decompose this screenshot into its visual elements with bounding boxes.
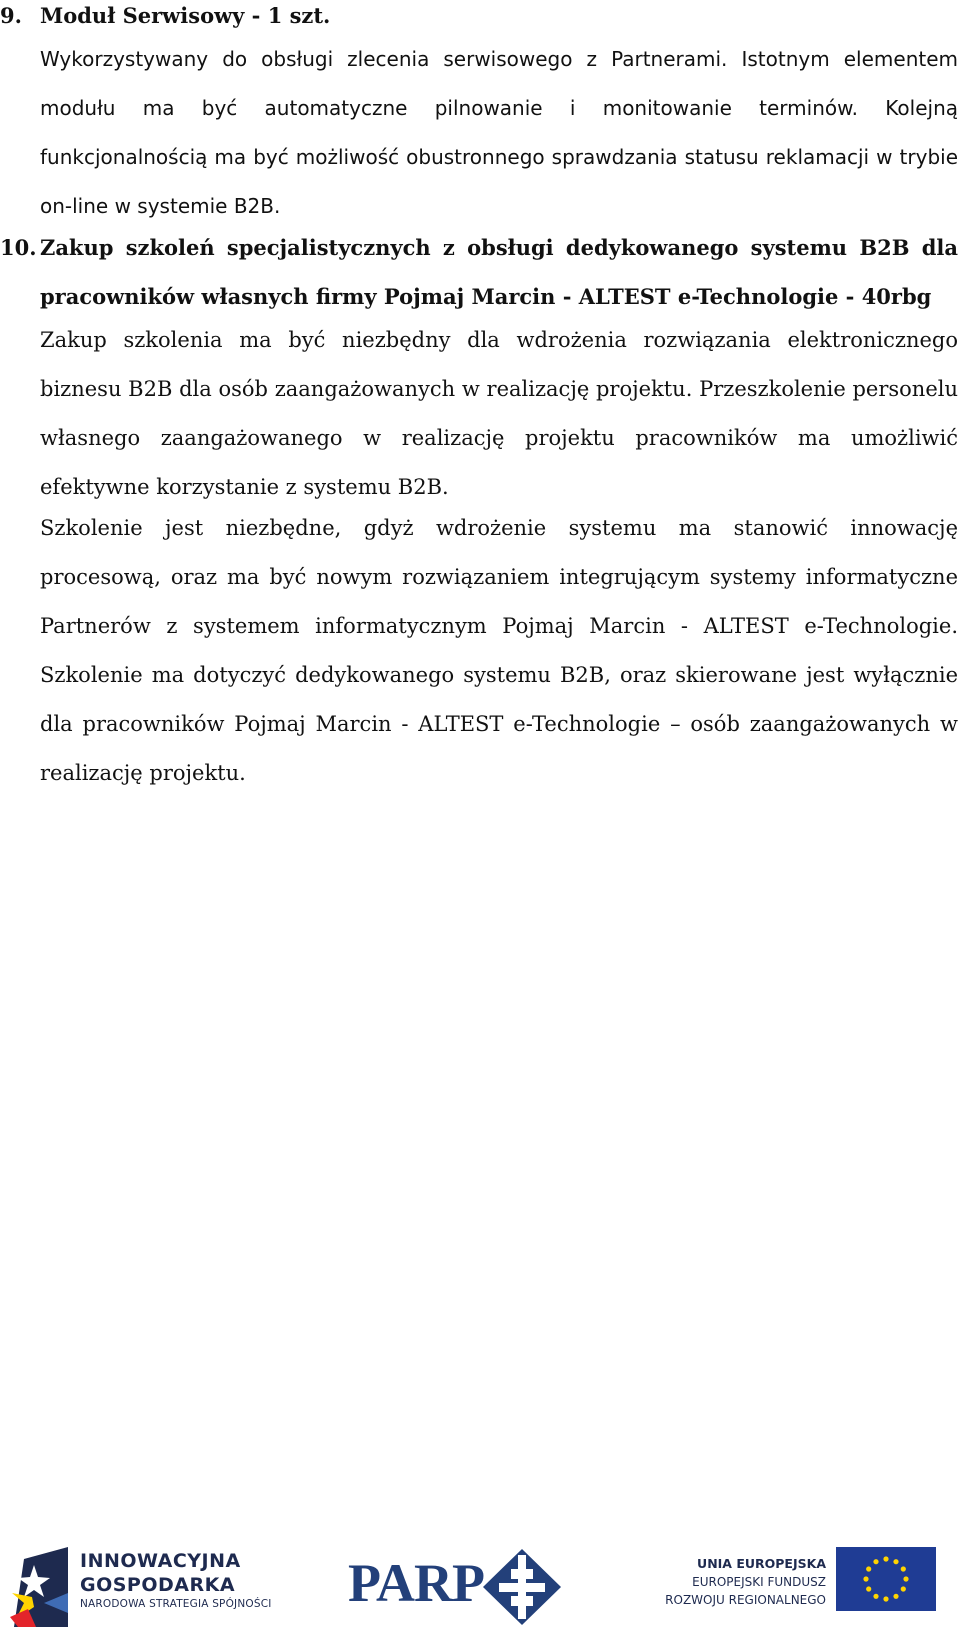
section-10-paragraph-1: Zakup szkolenia ma być niezbędny dla wdrożenia rozwiązania elektronicznego biznesu B2B dla osób zaangażowanych w realizację projektu. Przeszkolenie personelu własnego zaangażowanego w realizację projektu pracowników ma umożliwić efektywne korzystanie z systemu B2B. xyxy=(40,328,958,499)
innowacyjna-text: INNOWACYJNA xyxy=(80,1550,241,1572)
section-number: 10. xyxy=(0,235,37,260)
parp-text: PARP xyxy=(348,1553,484,1613)
innowacyjna-gospodarka-emblem-icon xyxy=(10,1547,72,1627)
section-10-paragraph-2: Szkolenie jest niezbędne, gdyż wdrożenie systemu ma stanowić innowację procesową, oraz ma być nowym rozwiązaniem integrującym systemy informatyczne Partnerów z systemem informatycznym Pojmaj Marcin - ALTEST e-Technologie. Szkolenie ma dotyczyć dedykowanego systemu B2B, oraz skierowane jest wyłącznie dla pracowników Pojmaj Marcin - ALTEST e-Technologie – osób zaangażowanych w realizację projektu. xyxy=(40,516,958,785)
paragraph-text: Wykorzystywany do obsługi zlecenia serwisowego z Partnerami. Istotnym elementem modułu ma być automatyczne pilnowanie i monitowanie terminów. Kolejną funkcjonalnością ma być możliwość obustronnego sprawdzania statusu reklamacji w trybie on-line w systemie B2B. xyxy=(40,47,958,218)
eu-flag-icon xyxy=(836,1547,936,1611)
parp-logo xyxy=(348,1547,568,1627)
section-title: Zakup szkoleń specjalistycznych z obsługi dedykowanego systemu B2B dla pracowników własnych firmy Pojmaj Marcin - ALTEST e-Technologie - 40rbg xyxy=(40,235,958,309)
section-title: Moduł Serwisowy - 1 szt. xyxy=(40,3,331,28)
fundusz-text: EUROPEJSKI FUNDUSZ xyxy=(692,1575,826,1589)
parp-diamond-icon xyxy=(481,1547,563,1627)
footer-logos xyxy=(0,1535,960,1630)
section-number: 9. xyxy=(0,3,22,28)
innowacyjna-gospodarka-logo xyxy=(10,1547,280,1627)
gospodarka-text: GOSPODARKA xyxy=(80,1574,236,1596)
section-9-paragraph xyxy=(40,35,958,231)
strategia-text: NARODOWA STRATEGIA SPÓJNOŚCI xyxy=(80,1598,272,1610)
eu-logo xyxy=(658,1547,958,1627)
unia-europejska-text: UNIA EUROPEJSKA xyxy=(697,1556,826,1571)
rozwoju-regionalnego-text: ROZWOJU REGIONALNEGO xyxy=(665,1593,826,1607)
